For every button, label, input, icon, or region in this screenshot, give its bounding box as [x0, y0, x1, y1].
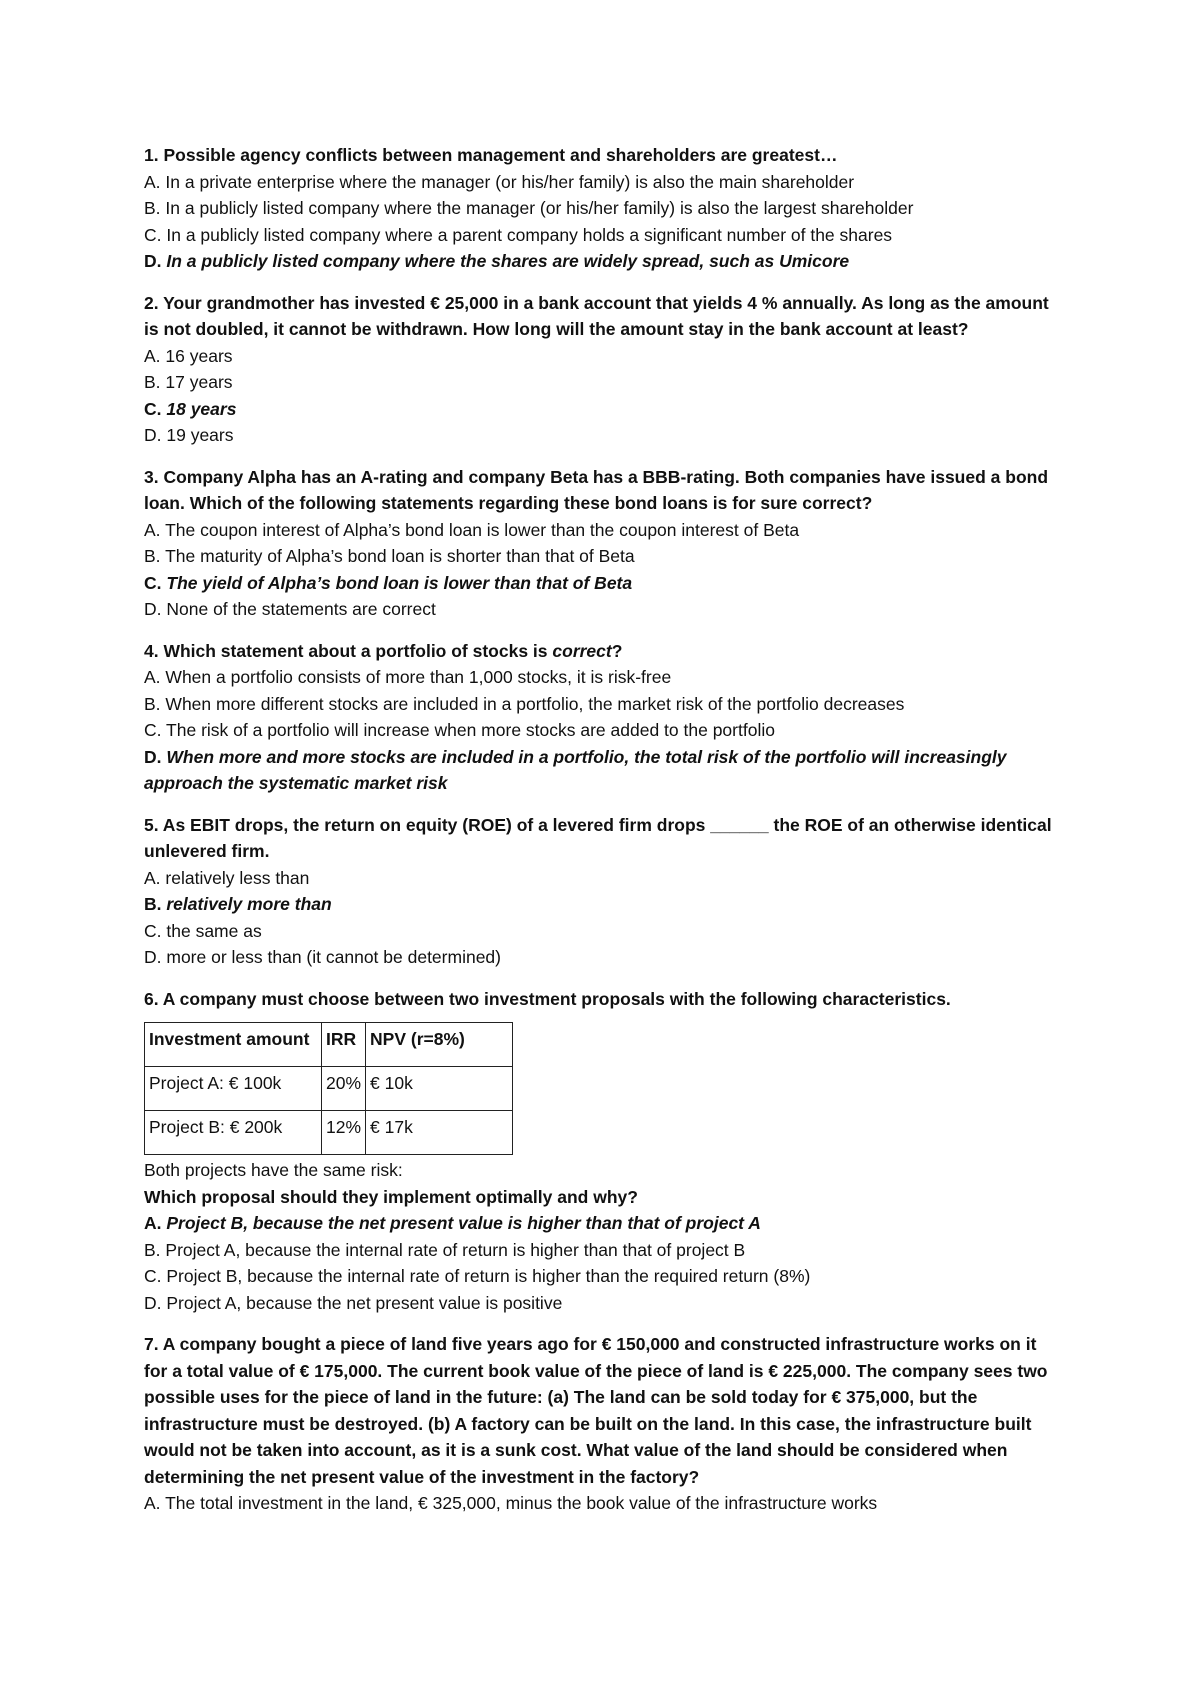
question-4-option-a: A. When a portfolio consists of more than 1,000 stocks, it is risk-free	[144, 667, 672, 687]
question-1-stem: 1. Possible agency conflicts between management and shareholders are greatest…	[144, 145, 838, 165]
question-5-stem-line-2: unlevered firm.	[144, 841, 270, 861]
question-4-option-b: B. When more different stocks are included in a portfolio, the market risk of the portfolio decreases	[144, 693, 905, 714]
question-4-stem: 4. Which statement about a portfolio of stocks is correct?	[144, 640, 623, 661]
question-2-option-c-correct: C. 18 years	[144, 398, 237, 419]
question-1-option-c: C. In a publicly listed company where a parent company holds a significant number of the shares	[144, 224, 893, 245]
table-header-cell: IRR	[322, 1023, 366, 1067]
question-4	[144, 638, 1074, 797]
question-2	[144, 290, 1074, 449]
question-2-option-d: D. 19 years	[144, 425, 234, 445]
question-7-option-a: A. The total investment in the land, € 325,000, minus the book value of the infrastructure works	[144, 1493, 878, 1513]
question-3	[144, 464, 1074, 623]
table-cell: € 17k	[366, 1111, 513, 1155]
table-cell: 20%	[322, 1067, 366, 1111]
question-5-option-c: C. the same as	[144, 920, 262, 941]
question-3-option-a: A. The coupon interest of Alpha’s bond loan is lower than the coupon interest of Beta	[144, 519, 800, 540]
table-row	[145, 1067, 513, 1111]
question-1-option-d-correct: D. In a publicly listed company where the shares are widely spread, such as Umicore	[144, 251, 850, 271]
question-7-stem-line-6: determining the net present value of the investment in the factory?	[144, 1466, 700, 1487]
question-1	[144, 142, 1074, 275]
question-1-option-b: B. In a publicly listed company where the manager (or his/her family) is also the largest shareholder	[144, 198, 914, 218]
question-2-option-a: A. 16 years	[144, 345, 233, 366]
question-7-stem-line-5: would not be taken into account, as it is a sunk cost. What value of the land should be considered when	[144, 1440, 1008, 1460]
table-header-cell: NPV (r=8%)	[366, 1023, 513, 1067]
table-header-row	[145, 1023, 513, 1067]
question-2-stem-line-2: is not doubled, it cannot be withdrawn. How long will the amount stay in the bank account at least?	[144, 319, 969, 339]
question-3-stem-line-2: loan. Which of the following statements regarding these bond loans is for sure correct?	[144, 493, 873, 513]
question-5-option-d: D. more or less than (it cannot be determined)	[144, 947, 501, 967]
question-6-option-a-correct: A. Project B, because the net present value is higher than that of project A	[144, 1213, 761, 1233]
table-header-cell: Investment amount	[145, 1023, 322, 1067]
question-7	[144, 1331, 1074, 1517]
question-6-option-b: B. Project A, because the internal rate of return is higher than that of project B	[144, 1239, 746, 1260]
question-2-stem-line-1: 2. Your grandmother has invested € 25,000 in a bank account that yields 4 % annually. As long as the amount	[144, 292, 1049, 313]
question-5-option-a: A. relatively less than	[144, 867, 310, 888]
question-6-sub-stem: Which proposal should they implement optimally and why?	[144, 1186, 638, 1207]
question-3-option-d: D. None of the statements are correct	[144, 599, 436, 619]
question-6-option-c: C. Project B, because the internal rate of return is higher than the required return (8%)	[144, 1266, 811, 1286]
question-3-option-b: B. The maturity of Alpha’s bond loan is shorter than that of Beta	[144, 546, 635, 566]
table-cell: Project B: € 200k	[145, 1111, 322, 1155]
question-5	[144, 812, 1074, 971]
question-7-stem-line-2: for a total value of € 175,000. The current book value of the piece of land is € 225,000. The company sees two	[144, 1360, 1048, 1381]
question-6-option-d: D. Project A, because the net present value is positive	[144, 1292, 563, 1313]
question-2-option-b: B. 17 years	[144, 372, 233, 392]
question-7-stem-line-4: infrastructure must be destroyed. (b) A factory can be built on the land. In this case, the infrastructure built	[144, 1413, 1032, 1434]
exam-page	[144, 142, 1074, 1532]
table-row	[145, 1111, 513, 1155]
investment-table	[144, 1022, 513, 1155]
question-6-stem: 6. A company must choose between two investment proposals with the following characteristics.	[144, 988, 951, 1009]
question-6	[144, 986, 1074, 1317]
table-cell: Project A: € 100k	[145, 1067, 322, 1111]
question-5-option-b-correct: B. relatively more than	[144, 894, 332, 914]
table-cell: 12%	[322, 1111, 366, 1155]
table-cell: € 10k	[366, 1067, 513, 1111]
question-4-option-d-correct: D. When more and more stocks are included in a portfolio, the total risk of the portfolio will increasingly	[144, 746, 1007, 767]
question-7-stem-line-1: 7. A company bought a piece of land five years ago for € 150,000 and constructed infrastructure works on it	[144, 1334, 1037, 1354]
question-4-option-d-continuation: approach the systematic market risk	[144, 773, 448, 793]
question-5-stem-line-1: 5. As EBIT drops, the return on equity (ROE) of a levered firm drops ______ the ROE of an otherwise identical	[144, 814, 1052, 835]
question-6-note: Both projects have the same risk:	[144, 1160, 403, 1180]
question-4-option-c: C. The risk of a portfolio will increase when more stocks are added to the portfolio	[144, 720, 775, 740]
question-3-option-c-correct: C. The yield of Alpha’s bond loan is lower than that of Beta	[144, 572, 633, 593]
question-1-option-a: A. In a private enterprise where the manager (or his/her family) is also the main shareholder	[144, 171, 855, 192]
question-3-stem-line-1: 3. Company Alpha has an A-rating and company Beta has a BBB-rating. Both companies have issued a bond	[144, 466, 1049, 487]
question-7-stem-line-3: possible uses for the piece of land in the future: (a) The land can be sold today for € 375,000, but the	[144, 1387, 978, 1407]
